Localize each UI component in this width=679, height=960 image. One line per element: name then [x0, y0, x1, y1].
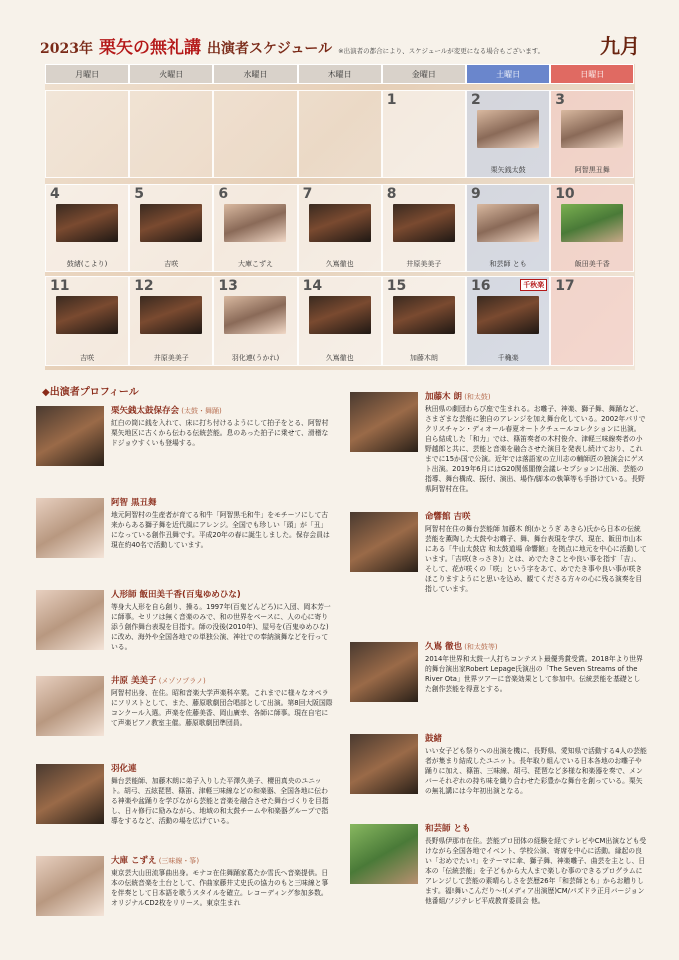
performer-photo [393, 204, 455, 242]
calendar [45, 64, 635, 370]
performer-photo [393, 296, 455, 334]
profile-description: 阿智村在住の舞台芸能師 加藤木 朗(かとうぎ あきら)氏から日本の伝統芸能を薫陶した太鼓やお囃子、舞、舞台表現を学び、現在、飯田市山本にある「牛山太鼓店 和太鼓道場 命響館」を拠点に地元を中心に活動しています。「吉咲(きっさき)」とは、めでたきことや良い事を指す「吉」、そして、花が咲くの「咲」という字をあて、めでたき事や良い事が咲きほこりますようにと思いを込め、観てくださる方々の心に残る演奏を目指しています。 [425, 525, 647, 593]
calendar-day-cell [382, 184, 466, 272]
profile-name [111, 404, 222, 416]
header-note: ※出演者の都合により、スケジュールが変更になる場合もございます。 [338, 47, 545, 55]
profile-name [111, 854, 199, 866]
profile-role: (太鼓・舞踊) [179, 407, 222, 415]
day-number: 13 [218, 278, 238, 294]
performer-photo [56, 204, 118, 242]
performer-photo [309, 204, 371, 242]
calendar-day-cell [298, 184, 382, 272]
profiles-section-title: ◆出演者プロフィール [42, 387, 139, 398]
day-number: 11 [50, 278, 70, 294]
performer-photo [56, 296, 118, 334]
profile-name-text: 井原 美美子 [111, 676, 157, 686]
profile-name [111, 674, 206, 686]
performer-photo [140, 204, 202, 242]
profile-name-text: 和芸師 とも [425, 824, 471, 834]
profile-name-text: 栗矢銭太鼓保存会 [111, 406, 180, 416]
calendar-day-cell [45, 184, 129, 272]
calendar-empty-cell [129, 90, 213, 178]
performer-name: 大庫こずえ [237, 260, 273, 268]
performer-photo [477, 296, 539, 334]
performer-photo [561, 110, 623, 148]
performer-name: 吉咲 [164, 260, 179, 268]
calendar-day-cell [298, 276, 382, 366]
performer-name: 鼓緒(こより) [66, 260, 108, 268]
day-number: 10 [555, 186, 575, 202]
calendar-day-cell [382, 276, 466, 366]
calendar-day-cell [213, 184, 297, 272]
weekday-header: 水曜日 [213, 64, 297, 84]
day-number: 7 [302, 186, 313, 202]
performer-name: 井原美美子 [406, 260, 442, 268]
header-event-title: 栗矢の無礼講 [98, 38, 201, 58]
weekday-header: 土曜日 [466, 64, 550, 84]
weekday-header: 木曜日 [298, 64, 382, 84]
calendar-day-cell [45, 276, 129, 366]
header-subtitle: 出演者スケジュール [206, 41, 333, 57]
profile-photo [36, 856, 104, 916]
profile-name-text: 命響館 吉咲 [425, 512, 471, 522]
calendar-empty-cell [298, 90, 382, 178]
performer-name: 久嶌徹也 [325, 260, 354, 268]
header-month: 九月 [600, 34, 640, 58]
weekday-header: 火曜日 [129, 64, 213, 84]
profile-name-text: 鼓緒 [425, 734, 443, 744]
profile-name [111, 588, 241, 600]
calendar-empty-cell [45, 90, 129, 178]
calendar-day-cell [466, 276, 550, 366]
profile-photo [36, 498, 104, 558]
profile-description: 紅白の筒に銭を入れて、床に打ち付けるようにして拍子をとる、阿智村栗矢地区に古くから伝わる伝統芸能。息のあった拍子に乗せて、滑稽なドジョウすくいも登場する。 [111, 419, 329, 447]
profile-name [111, 496, 156, 508]
day-number: 5 [134, 186, 144, 202]
calendar-day-cell [382, 90, 466, 178]
performer-name: 吉咲 [80, 354, 95, 362]
profile-role: (三味線・筝) [156, 857, 200, 865]
performer-name: 阿智黒丑舞 [574, 166, 610, 174]
profile-name [425, 822, 470, 834]
profile-role: (和太鼓等) [461, 643, 498, 651]
profile-name [111, 762, 137, 774]
profile-description: 長野県伊那市在住。芸能プロ団体の経験を経てテレビやCM出演なども受けながら全国各地でイベント、学校公演、寄席を中心に活動。縁起の良い「おめでたい!」をテーマに傘、獅子舞、神楽囃子、曲芸を主とし、日本の「伝統芸能」を子どもから大人まで楽しむ事のできるプログラムにアレンジして芸能の素晴らしさを芸歴26年「和芸師とも」からお贈りします。福!舞いこんだり〜!(メディア出演歴)CM/パズドラ正月バージョン 他番組/フジテレビ平成教育委員会 他。 [425, 837, 647, 905]
performer-photo [561, 204, 623, 242]
profile-description: 舞台芸能師、加藤木朗に弟子入りした平澤久美子、櫻田真央のユニット。胡弓、五絃琵琶、篠笛、津軽三味線などの和楽器、全国各地に伝わる神楽や盆踊りを学びながら芸能と音楽を融合させた舞台づくりを目指し、日々修行に励みながら、地域の和太鼓チームや和楽器グループで指導をするなど、活動の場を広げている。 [111, 777, 329, 825]
performer-name: 栗矢銭太鼓 [490, 166, 526, 174]
performer-name: 羽化連(うかれ) [231, 354, 280, 362]
day-number: 17 [555, 278, 575, 294]
profile-description: 2014年世界和太鼓一人打ちコンテスト最優秀賞受賞。2018年より世界的舞台演出家Robert Lepage氏演出の「The Seven Streams of the River Ota」世界ツアーに音楽効果として参加中。伝統芸能を基礎とした創作芸能を得意とする。 [425, 655, 643, 693]
performer-photo [140, 296, 202, 334]
profile-description: 等身大人形を自ら創り、操る。1997年(百鬼どんどろ)に入団、岡本芳一に師事。セリフは無く音楽のみで、和の世界をベースに、人の心に寄り添う創作舞台表現を目指す。師の没後(2010年)、屋号を(百鬼ゆめひな)に改め、海外や全国各地での単独公演、神社での奉納演舞などを行っている。 [111, 603, 331, 651]
profile-description: 東京芸大山田流箏曲出身。モナコ在住舞踊家葛たか雪氏へ音楽提供。日本の伝統音楽を土台として、作曲家藤井丈史氏の協力のもと三味線と箏を伴奏として日本語を歌うスタイルを確立。レコーディング参加多数。オリジナルCD2枚をリリース。東京生まれ [111, 869, 329, 907]
day-number: 12 [134, 278, 154, 294]
day-number: 9 [471, 186, 481, 202]
profile-name-text: 羽化連 [111, 764, 137, 774]
profile-name-text: 久嶌 徹也 [425, 642, 462, 652]
performer-photo [477, 204, 539, 242]
profile-name-text: 人形師 飯田美千香(百鬼ゆめひな) [111, 590, 241, 600]
profile-name-text: 大庫 こずえ [111, 856, 157, 866]
calendar-day-cell [213, 276, 297, 366]
profile-description: 阿智村出身、在住。昭和音楽大学声楽科卒業。これまでに様々なオペラにソリストとして、また、藤原歌劇団合唱部として出演。第8回大阪国際コンクール入選。声楽を佐藤美香、岡山廣幸、各師に師事。現在自宅にて声楽ピアノ教室主催。藤原歌劇団準団員。 [111, 689, 333, 727]
calendar-day-cell [550, 184, 634, 272]
profile-role: (和太鼓) [461, 393, 491, 401]
performer-photo [224, 296, 286, 334]
day-number: 8 [386, 186, 397, 202]
profile-name [425, 640, 498, 652]
day-number: 14 [302, 278, 323, 294]
day-number: 4 [50, 186, 60, 202]
day-number: 3 [555, 92, 565, 108]
profile-photo [350, 512, 418, 572]
calendar-day-cell [129, 276, 213, 366]
performer-name: 和芸師 とも [489, 260, 527, 268]
performer-photo [224, 204, 286, 242]
profile-photo [350, 392, 418, 452]
profile-photo [350, 734, 418, 794]
performer-name: 千穐楽 [497, 354, 519, 362]
day-number: 6 [218, 186, 229, 202]
performer-name: 井原美美子 [153, 354, 189, 362]
header-year: 2023年 [40, 41, 93, 57]
calendar-day-cell [466, 90, 550, 178]
calendar-day-cell [129, 184, 213, 272]
day-number: 2 [471, 92, 481, 108]
performer-name: 久嶌徹也 [325, 354, 354, 362]
profile-photo [36, 406, 104, 466]
profile-name [425, 510, 470, 522]
profile-name [425, 732, 442, 744]
profile-description: 地元阿智村の生産者が育てる和牛「阿智黒毛和牛」をモチーフにして古来からある獅子舞を近代風にアレンジ。全国でも珍しい「頭」が「丑」になっている創作丑舞です。平成20年の春に誕生しました。保存会員は現在約40名で活動しています。 [111, 511, 330, 549]
profile-photo [36, 590, 104, 650]
day-number: 16 [471, 278, 491, 294]
profile-name-text: 阿智 黒丑舞 [111, 498, 157, 508]
performer-photo [309, 296, 371, 334]
calendar-day-cell [466, 184, 550, 272]
profile-photo [350, 642, 418, 702]
calendar-day-cell [550, 90, 634, 178]
weekday-header: 日曜日 [550, 64, 634, 84]
weekday-header: 金曜日 [382, 64, 466, 84]
profile-description: 秋田県の劇団わらび座で生まれる。お囃子、神楽、獅子舞、舞踊など、さまざまな芸能に独自のアレンジを加え舞台化している。2002年パリでクリスチャン・ディオール春夏オートクチュールコレクションに出演。自ら結成した「和力」では、篠笛奏者の木村俊介、津軽三味線奏者の小野越郎と共に、芸能と音楽を融合させた演目を発表し続けており、これまでに15か国で公演。近年では落語家の立川志の輔師匠の独演会にゲスト出演。2019年6月にはG20関係閣僚会議レセプションに出演、芸能の指導、舞台構成、振付、演出、場作/脚本の執筆等も手掛けている。長野県阿智村在住。 [425, 405, 646, 493]
profile-description: いい女子ども祭りへの出演を機に、長野県、愛知県で活動する4人の芸能者が集まり結成したユニット。長年取り組んでいる日本各地のお囃子や踊りに加え、篠笛、三味線、胡弓、琵琶など多様な和楽器を奏で、メンバーそれぞれの持ち味を織り合わせた彩豊かな舞台を創っている。栗矢の無礼講には今年初出演となる。 [425, 747, 647, 795]
weekday-header: 月曜日 [45, 64, 129, 84]
profile-photo [36, 764, 104, 824]
profile-role: (メゾソプラノ) [156, 677, 206, 685]
profile-name-text: 加藤木 朗 [425, 392, 462, 402]
performer-name: 飯田美千香 [574, 260, 610, 268]
performer-name: 加藤木朗 [409, 354, 438, 362]
day-number: 1 [386, 92, 397, 108]
day-number: 15 [386, 278, 407, 294]
finale-badge: 千秋楽 [520, 279, 547, 291]
profile-photo [350, 824, 418, 884]
calendar-day-cell [550, 276, 634, 366]
performer-photo [477, 110, 539, 148]
calendar-empty-cell [213, 90, 297, 178]
profile-photo [36, 676, 104, 736]
profile-name [425, 390, 491, 402]
